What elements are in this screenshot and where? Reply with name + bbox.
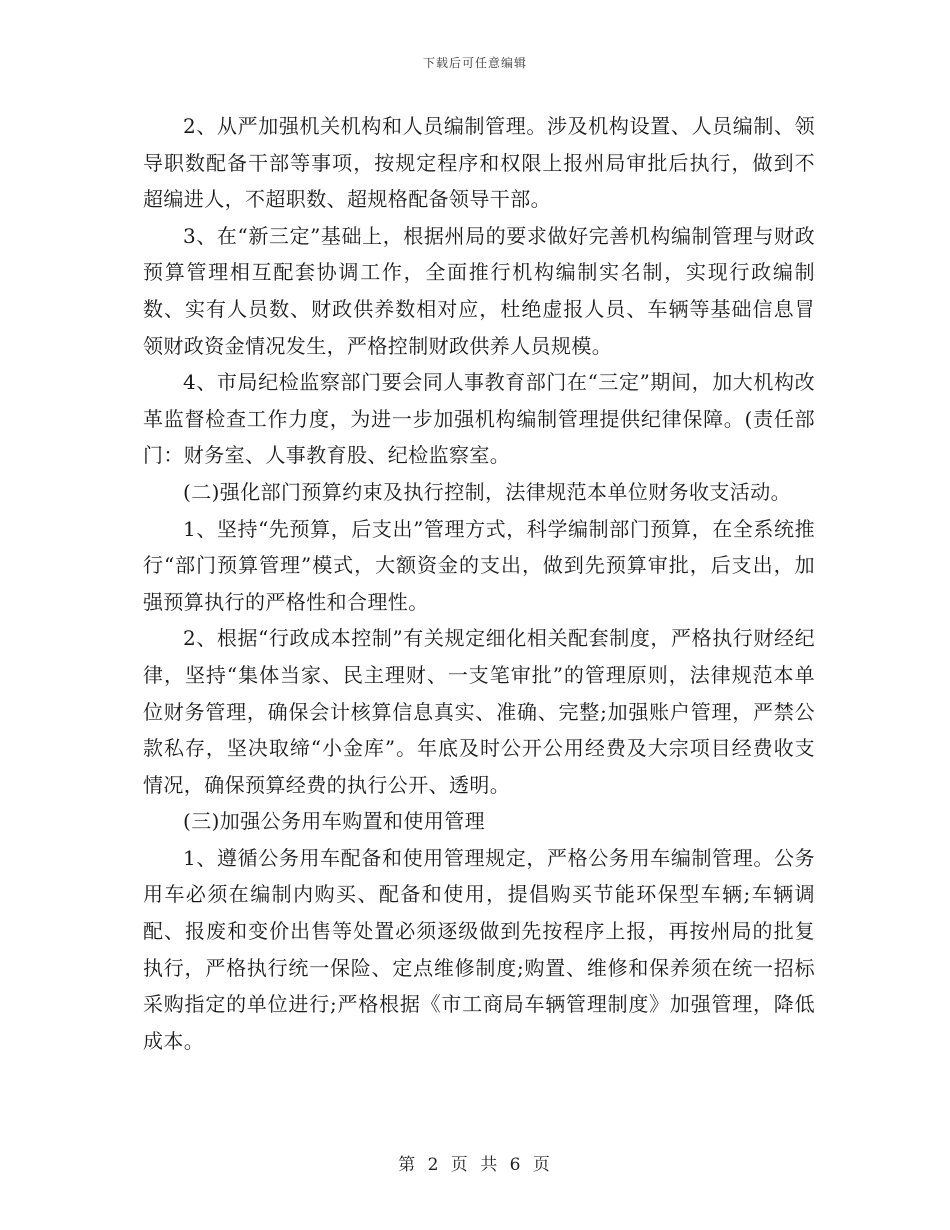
- section-heading-2: (二)强化部门预算约束及执行控制，法律规范本单位财务收支活动。: [183, 479, 792, 504]
- section-heading-3: (三)加强公务用车购置和使用管理: [183, 809, 486, 834]
- paragraph-vehicle-1: 1、遵循公务用车配备和使用管理规定，严格公务用车编制管理。公务用车必须在编制内购买、配备和使用，提倡购买节能环保型车辆;车辆调配、报废和变价出售等处置必须逐级做到先按程序上报，再按州局的批复执行，严格执行统一保险、定点维修制度;购置、维修和保养须在统一招标采购指定的单位进行;严格根据《市工商局车辆管理制度》加强管理，降低成本。: [143, 845, 815, 1053]
- document-body: [143, 108, 815, 1059]
- paragraph-item-4: 4、市局纪检监察部门要会同人事教育部门在“三定”期间，加大机构改革监督检查工作力度，为进一步加强机构编制管理提供纪律保障。(责任部门：财务室、人事教育股、纪检监察室。: [143, 370, 815, 468]
- page-number: 第 2 页 共 6 页: [398, 1155, 552, 1175]
- paragraph-item-2: 2、从严加强机关机构和人员编制管理。涉及机构设置、人员编制、领导职数配备干部等事项，按规定程序和权限上报州局审批后执行，做到不超编进人，不超职数、超规格配备领导干部。: [143, 114, 815, 212]
- paragraph-item-3: 3、在“新三定”基础上，根据州局的要求做好完善机构编制管理与财政预算管理相互配套协调工作，全面推行机构编制实名制，实现行政编制数、实有人员数、财政供养数相对应，杜绝虚报人员、车辆等基础信息冒领财政资金情况发生，严格控制财政供养人员规模。: [143, 223, 815, 358]
- paragraph-budget-1: 1、坚持“先预算，后支出”管理方式，科学编制部门预算，在全系统推行“部门预算管理”模式，大额资金的支出，做到先预算审批，后支出，加强预算执行的严格性和合理性。: [143, 516, 815, 614]
- paragraph-budget-2: 2、根据“行政成本控制”有关规定细化相关配套制度，严格执行财经纪律，坚持“集体当家、民主理财、一支笔审批”的管理原则，法律规范本单位财务管理，确保会计核算信息真实、准确、完整;加强账户管理，严禁公款私存，坚决取缔“小金库”。年底及时公开公用经费及大宗项目经费收支情况，确保预算经费的执行公开、透明。: [143, 626, 815, 797]
- page-header: 下载后可任意编辑: [422, 56, 527, 70]
